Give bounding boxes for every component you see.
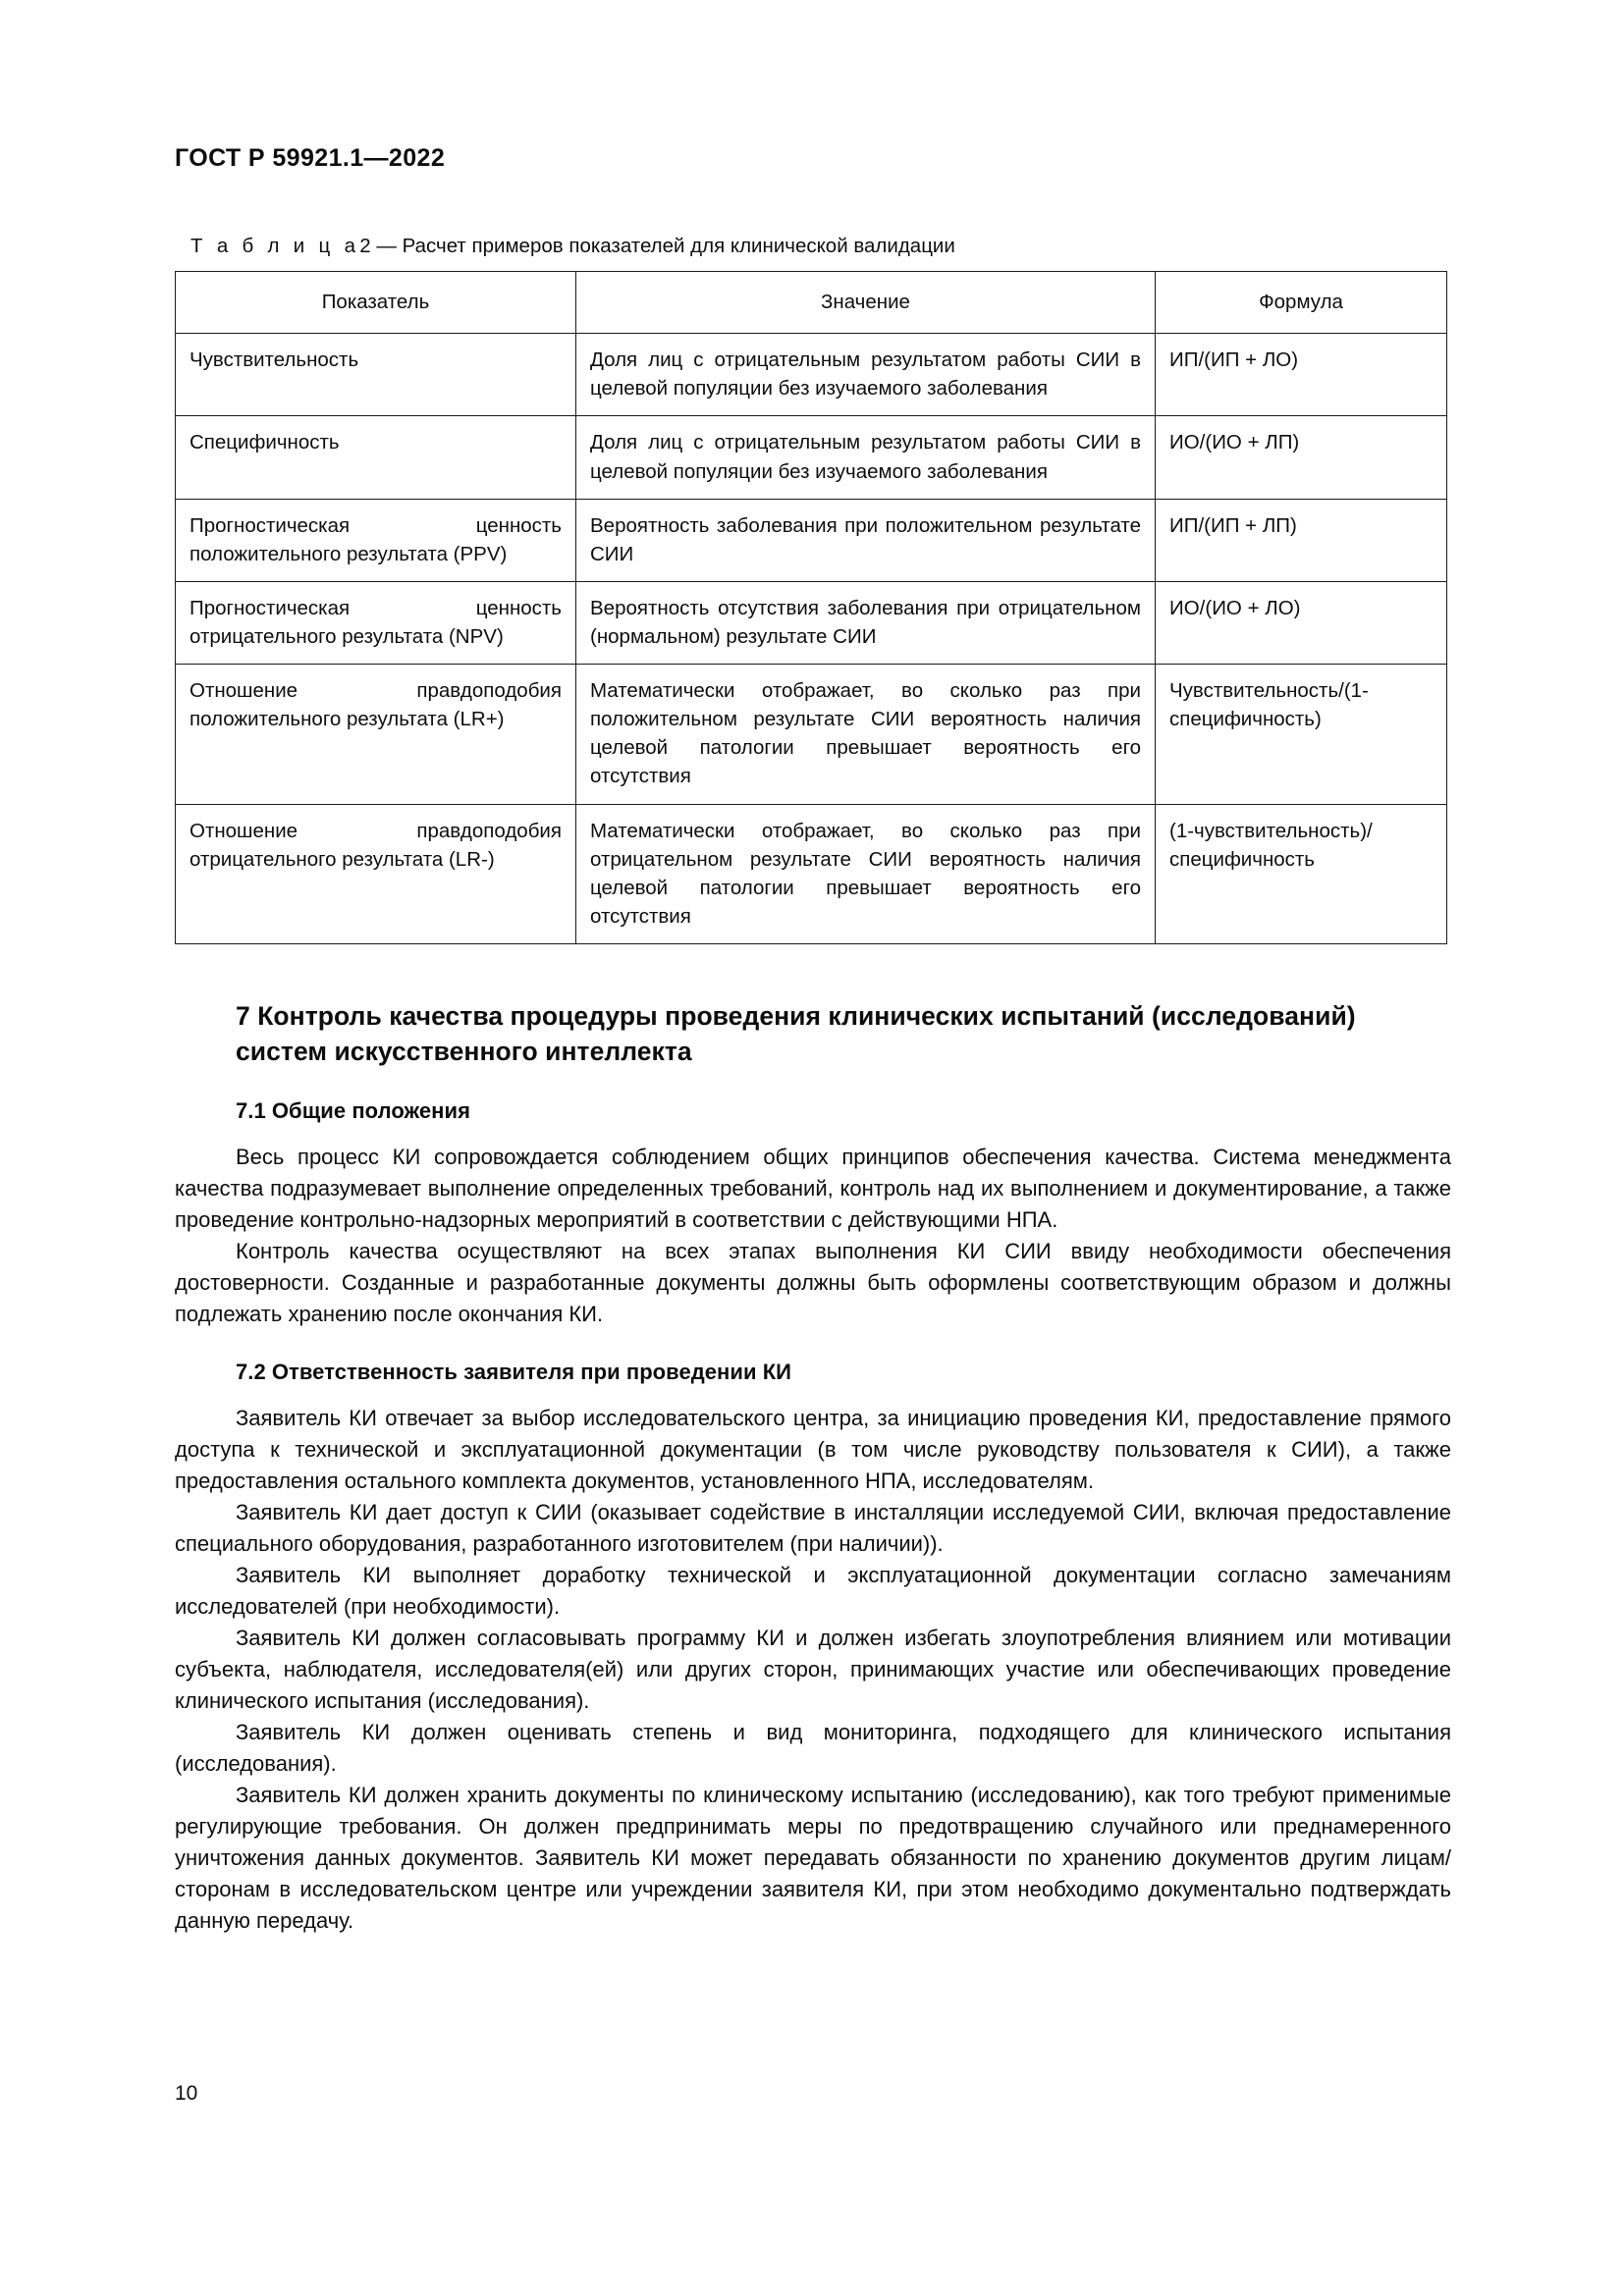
cell-indicator: Отношение правдоподобия отрицательного результата (LR-) [176, 804, 576, 943]
table-header-row [176, 272, 1447, 334]
paragraph-7-2-6: Заявитель КИ должен хранить документы по клиническому испытанию (исследованию), как того требуют применимые регулирующие требования. Он должен предпринимать меры по предотвращению случайного или преднамеренного уничтожения данных документов. Заявитель КИ может передавать обязанности по хранению документов другим лицам/сторонам в исследовательском центре или учреждении заявителя КИ, при этом необходимо документально подтверждать данную передачу. [175, 1783, 1451, 1933]
cell-value: Вероятность заболевания при положительном результате СИИ [576, 499, 1156, 581]
cell-value: Математически отображает, во сколько раз при положительном результате СИИ вероятность наличия целевой патологии превышает вероятность его отсутствия [576, 665, 1156, 804]
table-caption-number: 2 [359, 234, 371, 257]
table-row [176, 334, 1447, 416]
cell-indicator: Прогностическая ценность отрицательного результата (NPV) [176, 581, 576, 664]
cell-formula: ИП/(ИП + ЛП) [1156, 499, 1447, 581]
paragraph-7-1-1: Весь процесс КИ сопровождается соблюдением общих принципов обеспечения качества. Система менеджмента качества подразумевает выполнение определенных требований, контроль над их выполнением и документирование, а также проведение контрольно-надзорных мероприятий в соответствии с действующими НПА. [175, 1145, 1451, 1232]
table-caption-label: Т а б л и ц а [190, 234, 360, 257]
cell-indicator: Специфичность [176, 416, 576, 499]
paragraph-7-1-2: Контроль качества осуществляют на всех этапах выполнения КИ СИИ ввиду необходимости обеспечения достоверности. Созданные и разработанные документы должны быть оформлены соответствующим образом и должны подлежать хранению после окончания КИ. [175, 1239, 1451, 1326]
column-header-formula: Формула [1156, 272, 1447, 334]
table-row [176, 665, 1447, 804]
cell-formula: (1-чувствительность)/специфичность [1156, 804, 1447, 943]
page-number: 10 [175, 2082, 198, 2105]
paragraph-7-2-3: Заявитель КИ выполняет доработку технической и эксплуатационной документации согласно замечаниям исследователей (при необходимости). [175, 1563, 1451, 1619]
cell-formula: ИП/(ИП + ЛО) [1156, 334, 1447, 416]
table-caption [175, 234, 1451, 260]
subsection-heading-7-2: 7.2 Ответственность заявителя при проведении КИ [236, 1360, 792, 1384]
section-heading-7: 7 Контроль качества процедуры проведения клинических испытаний (исследований) систем искусственного интеллекта [236, 1001, 1356, 1066]
cell-value: Доля лиц с отрицательным результатом работы СИИ в целевой популяции без изучаемого заболевания [576, 416, 1156, 499]
paragraph-7-2-1: Заявитель КИ отвечает за выбор исследовательского центра, за инициацию проведения КИ, предоставление прямого доступа к технической и эксплуатационной документации (в том числе руководству пользователя к СИИ), а также предоставления остального комплекта документов, установленного НПА, исследователям. [175, 1406, 1451, 1493]
page-content [175, 145, 1451, 1937]
cell-formula: ИО/(ИО + ЛП) [1156, 416, 1447, 499]
column-header-value: Значение [576, 272, 1156, 334]
table-row [176, 804, 1447, 943]
table-row [176, 499, 1447, 581]
cell-indicator: Отношение правдоподобия положительного результата (LR+) [176, 665, 576, 804]
column-header-indicator: Показатель [176, 272, 576, 334]
cell-formula: ИО/(ИО + ЛО) [1156, 581, 1447, 664]
table-row [176, 581, 1447, 664]
document-header: ГОСТ Р 59921.1—2022 [175, 144, 446, 172]
table-caption-text: Расчет примеров показателей для клинической валидации [402, 234, 955, 257]
table-row [176, 416, 1447, 499]
indicators-table [175, 271, 1447, 944]
cell-indicator: Чувствительность [176, 334, 576, 416]
paragraph-7-2-5: Заявитель КИ должен оценивать степень и вид мониторинга, подходящего для клинического испытания (исследования). [175, 1720, 1451, 1776]
paragraph-7-2-4: Заявитель КИ должен согласовывать программу КИ и должен избегать злоупотребления влиянием или мотивации субъекта, наблюдателя, исследователя(ей) или других сторон, принимающих участие или обеспечивающих проведение клинического испытания (исследования). [175, 1626, 1451, 1713]
cell-formula: Чувствительность/(1-специфичность) [1156, 665, 1447, 804]
paragraph-7-2-2: Заявитель КИ дает доступ к СИИ (оказывает содействие в инсталляции исследуемой СИИ, включая предоставление специального оборудования, разработанного изготовителем (при наличии)). [175, 1500, 1451, 1556]
cell-value: Вероятность отсутствия заболевания при отрицательном (нормальном) результате СИИ [576, 581, 1156, 664]
cell-value: Доля лиц с отрицательным результатом работы СИИ в целевой популяции без изучаемого заболевания [576, 334, 1156, 416]
cell-indicator: Прогностическая ценность положительного результата (PPV) [176, 499, 576, 581]
table-caption-dash: — [376, 234, 397, 257]
subsection-heading-7-1: 7.1 Общие положения [236, 1098, 470, 1123]
cell-value: Математически отображает, во сколько раз при отрицательном результате СИИ вероятность наличия целевой патологии превышает вероятность его отсутствия [576, 804, 1156, 943]
